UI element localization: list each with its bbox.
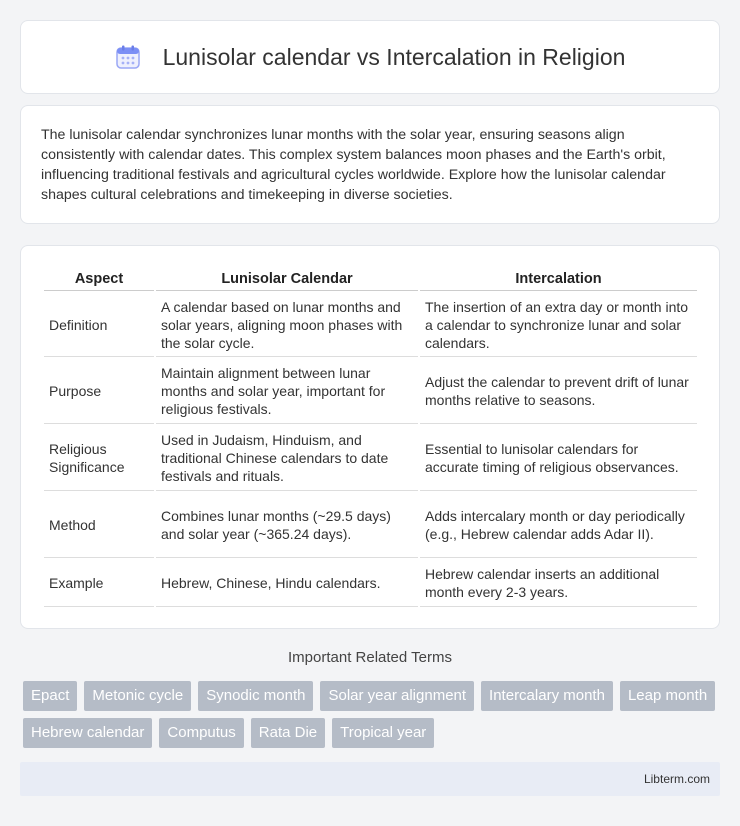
table-cell-aspect: Religious Significance [44,426,154,491]
table-row [44,560,697,607]
table-row [44,493,697,558]
table-cell-intercalation: Essential to lunisolar calendars for accurate timing of religious observances. [420,426,697,491]
table-row [44,359,697,424]
table-cell-lunisolar: Combines lunar months (~29.5 days) and solar year (~365.24 days). [156,493,418,558]
related-term-tag[interactable]: Hebrew calendar [23,718,152,748]
title-card [20,20,720,94]
column-header-intercalation: Intercalation [420,268,697,291]
related-terms-list [23,681,723,748]
related-term-tag[interactable]: Metonic cycle [84,681,191,711]
related-term-tag[interactable]: Solar year alignment [320,681,474,711]
table-cell-lunisolar: A calendar based on lunar months and solar years, aligning moon phases with the solar cycle. [156,293,418,357]
table-cell-intercalation: Adjust the calendar to prevent drift of lunar months relative to seasons. [420,359,697,424]
table-cell-lunisolar: Hebrew, Chinese, Hindu calendars. [156,560,418,607]
table-cell-intercalation: Hebrew calendar inserts an additional month every 2-3 years. [420,560,697,607]
table-cell-lunisolar: Used in Judaism, Hinduism, and traditional Chinese calendars to date festivals and rituals. [156,426,418,491]
table-cell-aspect: Purpose [44,359,154,424]
related-term-tag[interactable]: Computus [159,718,243,748]
related-term-tag[interactable]: Rata Die [251,718,325,748]
table-cell-intercalation: The insertion of an extra day or month into a calendar to synchronize lunar and solar calendars. [420,293,697,357]
column-header-aspect: Aspect [44,268,154,291]
intro-card [20,105,720,224]
related-terms-heading: Important Related Terms [288,649,452,666]
table-cell-lunisolar: Maintain alignment between lunar months and solar year, important for religious festivals. [156,359,418,424]
page-title: Lunisolar calendar vs Intercalation in Religion [162,43,626,70]
table-row [44,426,697,491]
table-cell-aspect: Definition [44,293,154,357]
related-term-tag[interactable]: Tropical year [332,718,434,748]
column-header-lunisolar: Lunisolar Calendar [156,268,418,291]
footer [20,762,720,796]
related-term-tag[interactable]: Synodic month [198,681,313,711]
table-cell-aspect: Method [44,493,154,558]
calendar-icon [115,44,141,70]
table-cell-aspect: Example [44,560,154,607]
comparison-table [42,266,699,609]
footer-site-link[interactable]: Libterm.com [643,772,710,786]
comparison-card [20,245,720,629]
related-term-tag[interactable]: Epact [23,681,77,711]
intro-text: The lunisolar calendar synchronizes lunar months with the solar year, ensuring seasons align consistently with calendar dates. This complex system balances moon phases and the Earth's orbit, influencing traditional festivals and agricultural cycles worldwide. Explore how the lunisolar calendar shapes cultural celebrations and timekeeping in diverse societies. [41,127,666,203]
table-header-row [44,268,697,291]
related-term-tag[interactable]: Intercalary month [481,681,613,711]
table-cell-intercalation: Adds intercalary month or day periodically (e.g., Hebrew calendar adds Adar II). [420,493,697,558]
related-term-tag[interactable]: Leap month [620,681,715,711]
table-row [44,293,697,357]
